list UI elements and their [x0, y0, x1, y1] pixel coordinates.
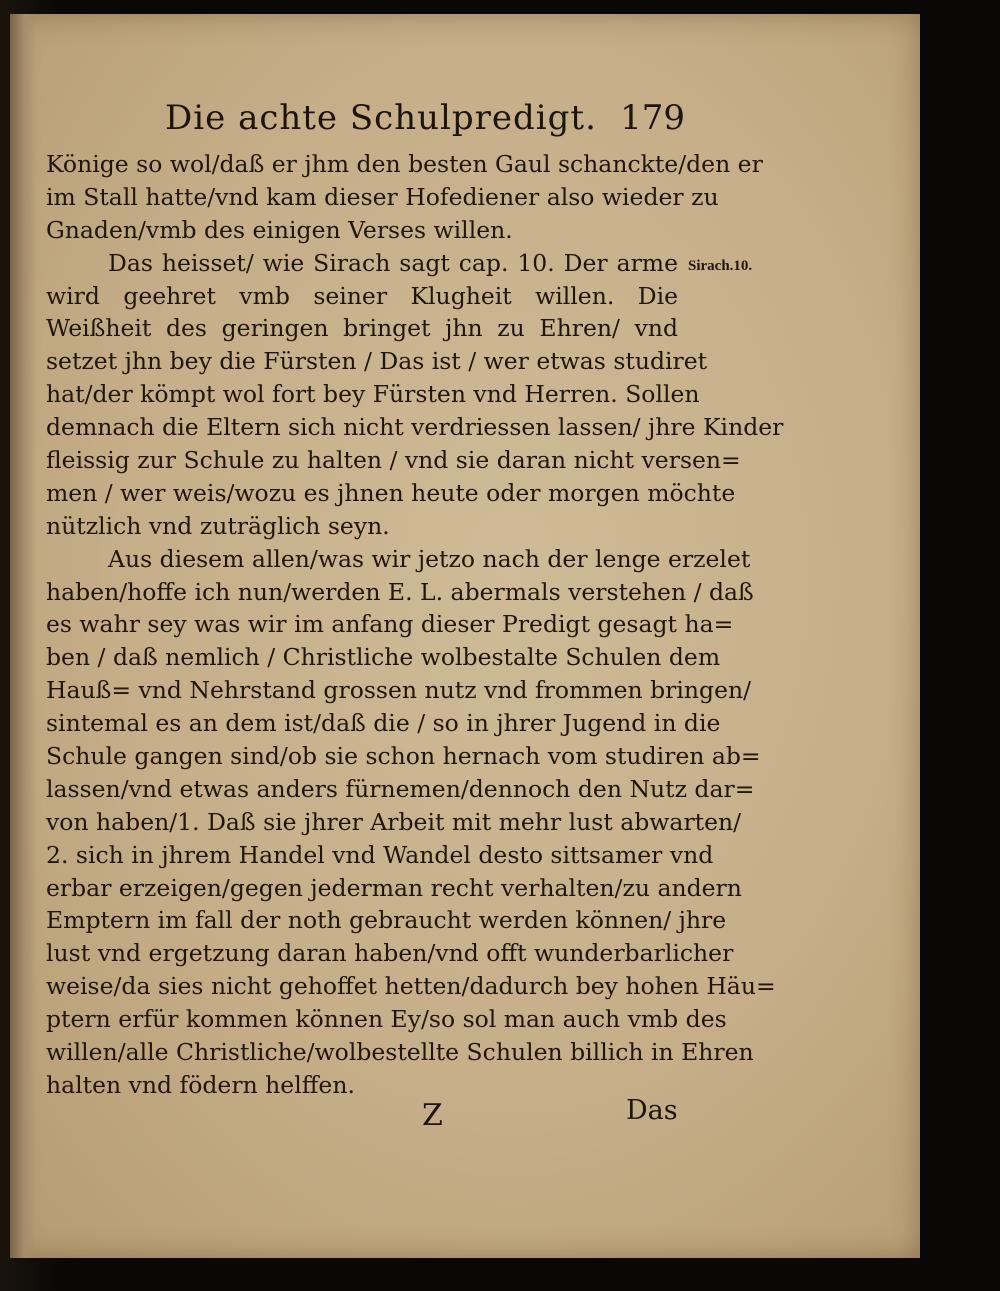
- text-line: Hauß= vnd Nehrstand grossen nutz vnd frommen bringen/: [46, 676, 752, 705]
- text-line: ben / daß nemlich / Christliche wolbestalte Schulen dem: [46, 643, 721, 672]
- text-line: Gnaden/vmb des einigen Verses willen.: [46, 215, 513, 244]
- text-line: weise/da sies nicht gehoffet hetten/dadurch bey hohen Häu=: [46, 972, 776, 1001]
- text-line: setzet jhn bey die Fürsten / Das ist / wer etwas studiret: [46, 347, 708, 376]
- text-line: willen/alle Christliche/wolbestellte Schulen billich in Ehren: [46, 1038, 754, 1067]
- text-line: nützlich vnd zuträglich seyn.: [46, 511, 390, 540]
- page-gutter: [10, 14, 36, 1258]
- text-line: sintemal es an dem ist/daß die / so in jhrer Jugend in die: [46, 709, 721, 738]
- text-line: haben/hoffe ich nun/werden E. L. abermals verstehen / daß: [46, 577, 754, 606]
- page-header: [165, 98, 685, 154]
- text-line: es wahr sey was wir im anfang dieser Predigt gesagt ha=: [46, 610, 734, 639]
- text-line: Emptern im fall der noth gebraucht werden können/ jhre: [46, 906, 727, 935]
- text-line: im Stall hatte/vnd kam dieser Hofediener also wieder zu: [46, 182, 719, 211]
- text-line: lassen/vnd etwas anders fürnemen/dennoch den Nutz dar=: [46, 774, 755, 803]
- text-line: Könige so wol/daß er jhm den besten Gaul schanckte/den er: [46, 150, 763, 178]
- text-line: fleissig zur Schule zu halten / vnd sie daran nicht versen=: [46, 446, 741, 475]
- text-line: Das heisset/ wie Sirach sagt cap. 10. Der arme: [108, 248, 678, 277]
- text-line: Schule gangen sind/ob sie schon hernach vom studiren ab=: [46, 742, 761, 771]
- catchword: Das: [626, 1095, 678, 1126]
- text-line: hat/der kömpt wol fort bey Fürsten vnd Herren. Sollen: [46, 380, 700, 409]
- text-line: ptern erfür kommen können Ey/so sol man auch vmb des: [46, 1005, 727, 1034]
- text-line: demnach die Eltern sich nicht verdriessen lassen/ jhre Kinder: [46, 413, 784, 442]
- text-line: von haben/1. Daß sie jhrer Arbeit mit mehr lust abwarten/: [46, 807, 742, 836]
- text-line: 2. sich in jhrem Handel vnd Wandel desto sittsamer vnd: [46, 840, 714, 869]
- margin-note: Sirach.10.: [688, 258, 753, 274]
- text-line: lust vnd ergetzung daran haben/vnd offt wunderbarlicher: [46, 939, 734, 968]
- text-line: men / wer weis/wozu es jhnen heute oder morgen möchte: [46, 478, 736, 507]
- text-line: Aus diesem allen/was wir jetzo nach der lenge erzelet: [108, 544, 751, 573]
- text-line: Weißheit des geringen bringet jhn zu Ehren/ vnd: [46, 314, 678, 343]
- running-title: Die achte Schulpredigt.: [165, 98, 597, 138]
- text-line: erbar erzeigen/gegen jederman recht verhalten/zu andern: [46, 873, 742, 902]
- text-line: halten vnd födern helffen.: [46, 1070, 355, 1099]
- page-number: 179: [620, 98, 685, 138]
- text-line: wird geehret vmb seiner Klugheit willen. Die: [46, 281, 678, 310]
- signature-mark: Z: [422, 1098, 443, 1133]
